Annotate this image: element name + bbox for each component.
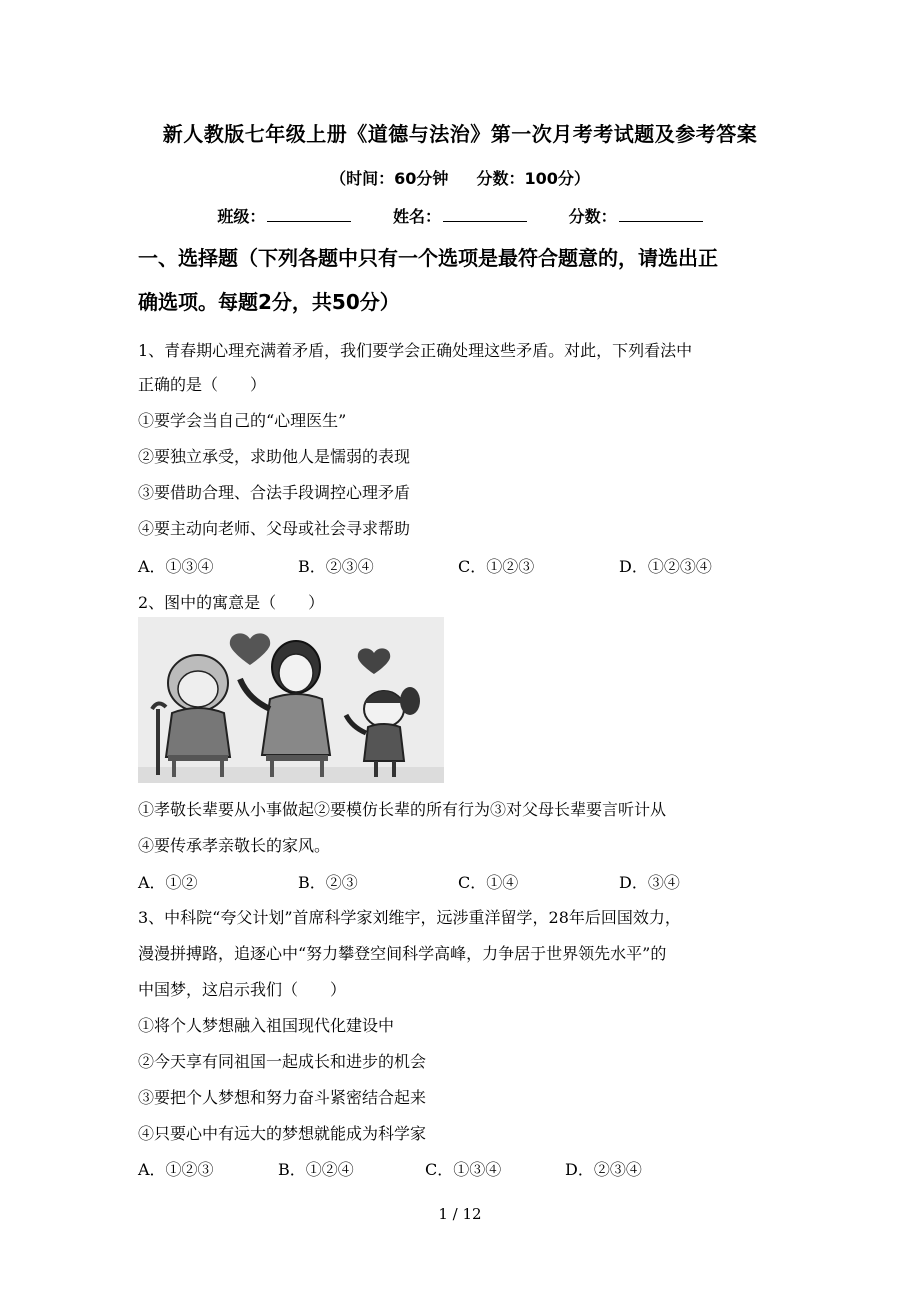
- q3-option-b: B．①②④: [278, 1160, 354, 1179]
- q1-option-c: C．①②③: [458, 557, 535, 576]
- q1-stem-line1: 1、青春期心理充满着矛盾，我们要学会正确处理这些矛盾。对此，下列看法中: [138, 341, 693, 360]
- q2-item-line2: ④要传承孝亲敬长的家风。: [138, 836, 331, 855]
- q3-option-a: A．①②③: [138, 1160, 214, 1179]
- class-blank: [267, 207, 351, 222]
- q1-item-2: ②要独立承受，求助他人是懦弱的表现: [138, 447, 411, 466]
- family-illustration: [138, 617, 444, 783]
- q2-option-a: A．①②: [138, 873, 198, 892]
- score-field: 分数：: [569, 204, 703, 227]
- student-info-line: [0, 204, 920, 227]
- q3-item-3: ③要把个人梦想和努力奋斗紧密结合起来: [138, 1088, 427, 1107]
- q3-item-4: ④只要心中有远大的梦想就能成为科学家: [138, 1124, 427, 1143]
- name-blank: [443, 207, 527, 222]
- q3-item-1: ①将个人梦想融入祖国现代化建设中: [138, 1016, 395, 1035]
- q1-item-1: ①要学会当自己的“心理医生”: [138, 411, 347, 430]
- score-blank: [619, 207, 703, 222]
- q2-stem: 2、图中的寓意是（ ）: [138, 593, 325, 612]
- q3-option-d: D．②③④: [565, 1160, 642, 1179]
- q1-item-3: ③要借助合理、合法手段调控心理矛盾: [138, 483, 411, 502]
- name-field: 姓名：: [393, 204, 527, 227]
- q3-item-2: ②今天享有同祖国一起成长和进步的机会: [138, 1052, 427, 1071]
- q1-option-a: A．①③④: [138, 557, 214, 576]
- q3-option-c: C．①③④: [425, 1160, 502, 1179]
- exam-subtitle: [0, 166, 920, 189]
- q3-stem-line3: 中国梦，这启示我们（ ）: [138, 980, 347, 999]
- page-number: 1 / 12: [438, 1205, 482, 1223]
- exam-title: 新人教版七年级上册《道德与法治》第一次月考考试题及参考答案: [162, 122, 758, 146]
- q1-item-4: ④要主动向老师、父母或社会寻求帮助: [138, 519, 411, 538]
- q2-option-d: D．③④: [619, 873, 680, 892]
- q2-option-b: B．②③: [298, 873, 358, 892]
- q3-stem-line2: 漫漫拼搏路，追逐心中“努力攀登空间科学高峰，力争居于世界领先水平”的: [138, 944, 667, 963]
- q2-item-line1: ①孝敬长辈要从小事做起②要模仿长辈的所有行为③对父母长辈要言听计从: [138, 800, 667, 819]
- q1-option-b: B．②③④: [298, 557, 374, 576]
- class-field: 班级：: [217, 204, 351, 227]
- exam-time: （时间：60分钟: [330, 169, 449, 188]
- section-heading-line1: 一、选择题（下列各题中只有一个选项是最符合题意的，请选出正: [138, 246, 718, 270]
- section-heading-line2: 确选项。每题2分，共50分）: [138, 290, 400, 314]
- q3-stem-line1: 3、中科院“夸父计划”首席科学家刘维宇，远涉重洋留学，28年后回国效力，: [138, 908, 681, 927]
- q1-option-d: D．①②③④: [619, 557, 712, 576]
- q2-option-c: C．①④: [458, 873, 519, 892]
- exam-total-score: 分数：100分）: [476, 169, 590, 188]
- q1-stem-line2: 正确的是（ ）: [138, 375, 267, 394]
